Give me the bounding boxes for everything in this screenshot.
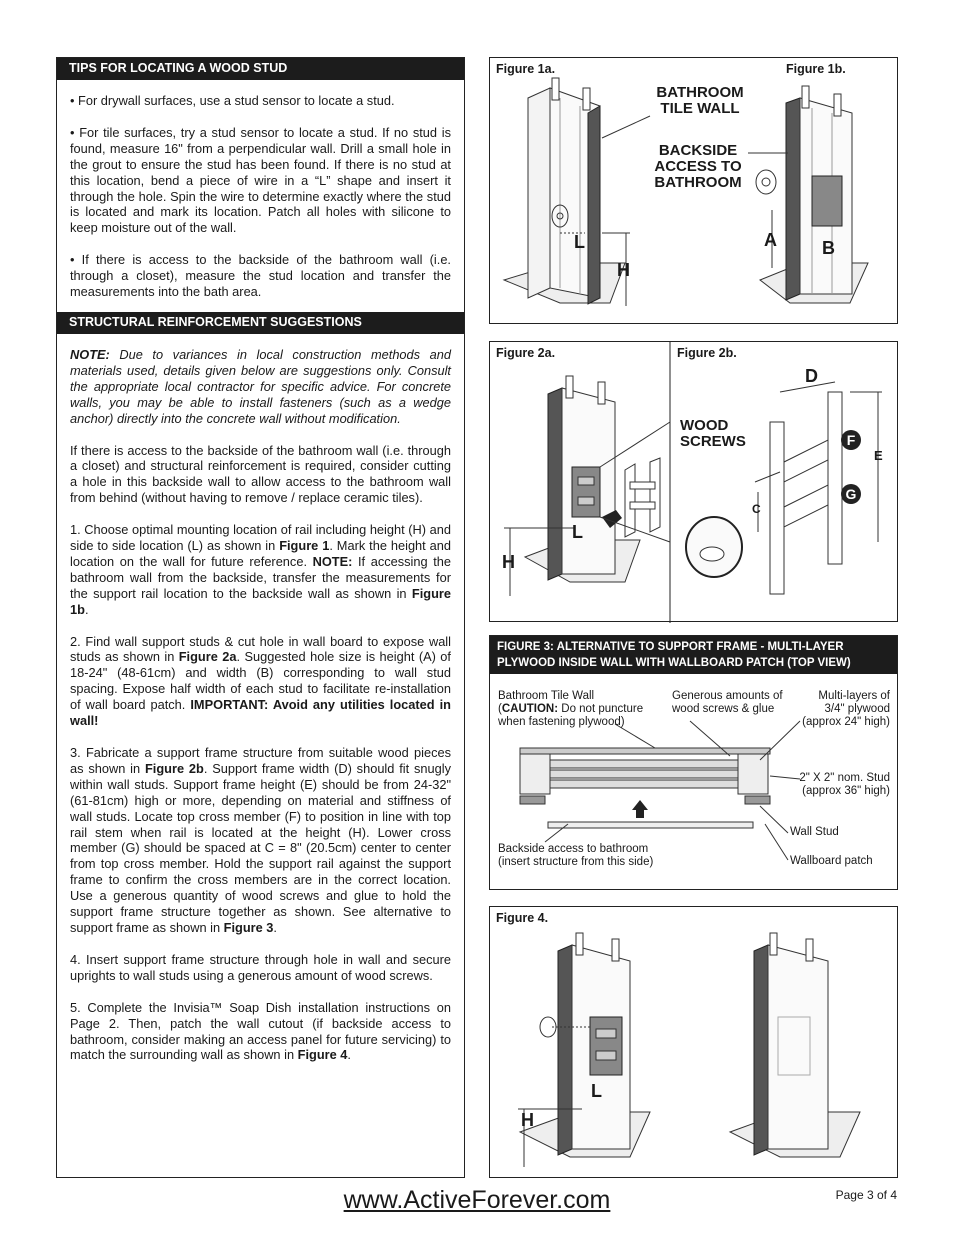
tips-heading: TIPS FOR LOCATING A WOOD STUD (57, 58, 464, 80)
dimension-H: H (617, 260, 630, 280)
plywood-note: Multi-layers of 3/4" plywood (approx 24" high) (802, 690, 890, 728)
dimension-D: D (805, 366, 818, 386)
figure-2-drawing (490, 342, 899, 623)
dimension-A: A (764, 230, 777, 250)
dimension-E: E (874, 448, 883, 463)
dimension-L: L (574, 232, 585, 252)
figure-1b-label: Figure 1b. (786, 62, 846, 76)
dimension-H: H (521, 1110, 534, 1130)
dimension-L: L (572, 522, 583, 542)
tips-paragraph-1: • For drywall surfaces, use a stud sensor to locate a stud. (70, 93, 395, 108)
access-paragraph: If there is access to the backside of the bathroom wall (i.e. through a closet) and structural reinforcement is required, consider cutting a hole in this backside wall to allow access to the bathroom wall from behind (without having to remove / replace ceramic tiles). (70, 442, 451, 506)
note-paragraph: NOTE: Due to variances in local construction methods and materials used, details given below are suggestions only. Consult the appropriate local contractor for specific advice. For concrete walls, you may be able to install fasteners (such as a wedge anchor) directly into the concrete wall without modification. (70, 346, 451, 426)
step-2: 2. Find wall support studs & cut hole in wall board to expose wall studs as shown in Figure 2a. Suggested hole size is height (A) of 18-24" (48-61cm) and width (B) corresponding to wall stud spacing. Expose half width of each stud to facilitate re-installation of wall board patch. IMPORTANT: Avoid any utilities located in wall! (70, 633, 451, 729)
figure-2a-label: Figure 2a. (496, 346, 556, 360)
step-1: 1. Choose optimal mounting location of rail including height (H) and side to side location (L) as shown in Figure 1. Mark the height and location on the wall for future reference. NOTE: If accessing the bathroom wall from the backside, transfer the measurements for the support rail location to the backside wall as shown in Figure 1b. (70, 522, 451, 617)
page-number: Page 3 of 4 (835, 1188, 897, 1202)
cross-member-F: F (841, 430, 861, 450)
backside-access-note: Backside access to bathroom (insert structure from this side) (498, 843, 654, 868)
cross-member-G: G (841, 484, 861, 504)
tips-paragraph-2: • For tile surfaces, try a stud sensor to locate a stud. If no stud is found, measure 16" from a perpendicular wall. Drill a small hole in the grout to ensure the stud has been found. If there is no stud at this location, bend a piece of wire in a “L” shape and insert it through the hole. Spin the wire to determine exactly where the stud is located and mark its location. Patch all holes with silicone to keep moisture out of the wall. (70, 124, 451, 236)
wood-screws-callout: WOOD SCREWS (680, 417, 746, 450)
backside-access-callout: BACKSIDE ACCESS TO BATHROOM (654, 142, 742, 191)
step-5: 5. Complete the Invisia™ Soap Dish installation instructions on Page 2. Then, patch the wall cutout (if backside access to bathroom, consider making an access panel for future servicing) to match the surrounding wall as shown in Figure 4. (70, 999, 451, 1063)
figure-2b-label: Figure 2b. (677, 346, 737, 360)
figure-4-label: Figure 4. (496, 911, 549, 925)
figure-2 (489, 341, 898, 622)
dimension-C: C (752, 502, 761, 516)
figure-4-drawing (490, 907, 899, 1179)
wall-stud-note: Wall Stud (790, 826, 839, 838)
website-link[interactable]: www.ActiveForever.com (343, 1186, 611, 1214)
dimension-B: B (822, 238, 835, 258)
figure-3 (489, 635, 898, 890)
structural-heading: STRUCTURAL REINFORCEMENT SUGGESTIONS (57, 312, 464, 334)
figure-1a-label: Figure 1a. (496, 62, 556, 76)
screws-glue-note: Generous amounts of wood screws & glue (672, 690, 783, 715)
tile-wall-note: Bathroom Tile Wall (CAUTION: Do not puncture when fastening plywood) (498, 690, 644, 728)
wallboard-patch-note: Wallboard patch (790, 855, 873, 867)
figure-1 (489, 57, 898, 324)
bathroom-tile-wall-callout: BATHROOM TILE WALL (656, 84, 744, 117)
step-4: 4. Insert support frame structure through hole in wall and secure uprights to wall studs using a generous amount of wood screws. (70, 951, 451, 983)
figure-4 (489, 906, 898, 1178)
stud-note: 2" X 2" nom. Stud (approx 36" high) (799, 772, 890, 797)
step-3: 3. Fabricate a support frame structure from suitable wood pieces as shown in Figure 2b. Support frame width (D) should fit snugly within wall studs. Support frame height (E) should be from 24-32" (61-81cm) high or more, depending on material and stiffness of wall studs. Locate top cross member (F) to position in line with top rail stem when rail is located at the height (H). Lower cross member (G) should be spaced at C = 8" (20.5cm) center to center from top cross member. Hold the support rail against the support frame to confirm the cross members are in the correct location. Use a generous quantity of wood screws and glue to hold the support frame structure together as shown. See alternative to support frame as shown in Figure 3. (70, 745, 451, 935)
dimension-H: H (502, 552, 515, 572)
figure-3-heading: FIGURE 3: ALTERNATIVE TO SUPPORT FRAME - MULTI-LAYER PLYWOOD INSIDE WALL WITH WALLBOARD PATCH (TOP VIEW) (490, 636, 897, 674)
instructions-column (56, 57, 465, 1178)
dimension-L: L (591, 1081, 602, 1101)
tips-paragraph-3: • If there is access to the backside of the bathroom wall (i.e. through a closet), measure the stud location and transfer the measurements into the bath area. (70, 252, 451, 300)
